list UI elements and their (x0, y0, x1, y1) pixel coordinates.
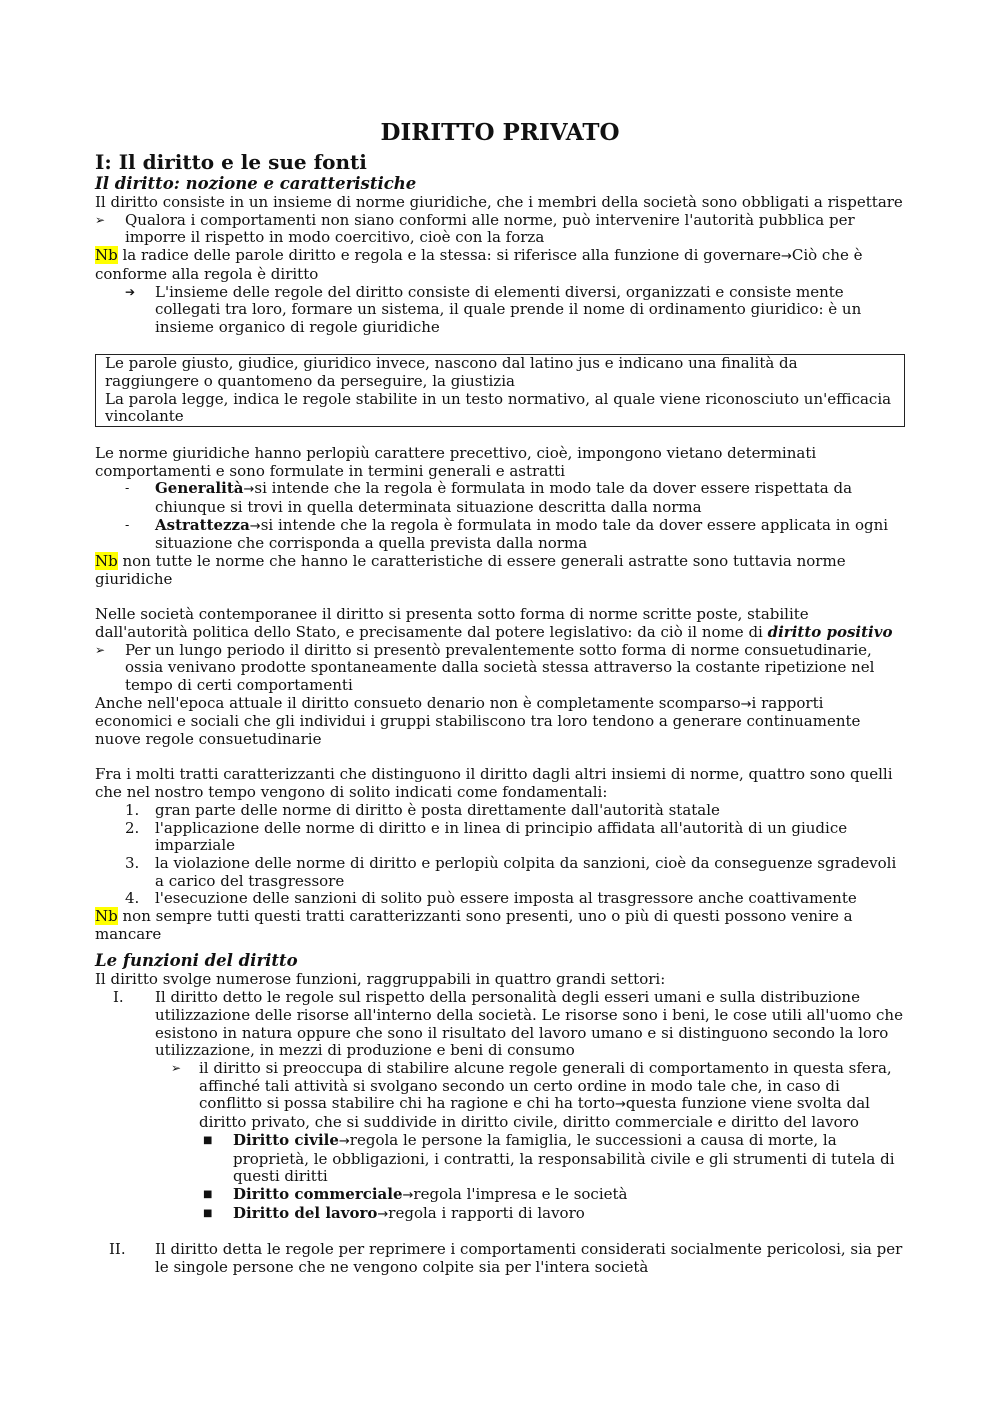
square-bullet-item: ■ Diritto civile→regola le persone la famiglia, le successioni a causa di morte, la proprietà, le obbligazioni, i contratti, la responsabilità civile e gli strumenti di tutela di questi diritti (203, 1130, 895, 1186)
arrow-icon: → (402, 1187, 414, 1203)
square-bullet-icon: ■ (203, 1207, 213, 1219)
arrow-icon: → (243, 482, 255, 498)
item-number: 1. (125, 800, 140, 819)
item-number: 2. (125, 818, 140, 837)
bullet-item (95, 212, 905, 247)
bordered-note-box (95, 354, 905, 427)
arrow-icon: → (780, 249, 792, 265)
roman-item (95, 989, 905, 1060)
arrow-icon: → (338, 1133, 350, 1149)
subsection-heading: Le funzioni del diritto (95, 951, 298, 971)
square-bullet-item: ■ Diritto del lavoro→regola i rapporti di lavoro (203, 1203, 585, 1222)
nb-highlight: Nb (95, 552, 118, 571)
item-number: 3. (125, 853, 140, 872)
bullet-item: ➢ il diritto si preoccupa di stabilire alcune regole generali di comportamento in questa sfera, affinché tali attività si svolgano secondo un certo ordine in modo tale che, in caso di conflitto si possa stabilire chi ha ragione e chi ha torto→questa funzione viene svolta dal diritto privato, che si suddivide in diritto civile, diritto commerciale e diritto del lavoro (171, 1058, 892, 1132)
nb-highlight: Nb (95, 246, 118, 265)
nb-note: Nb non sempre tutti questi tratti caratterizzanti sono presenti, uno o più di questi possono venire a mancare (95, 907, 853, 943)
nb-note: Nb non tutte le norme che hanno le caratteristiche di essere generali astratte sono tuttavia norme giuridiche (95, 552, 846, 588)
arrow-icon: → (377, 1206, 389, 1222)
paragraph: Anche nell'epoca attuale il diritto consueto denario non è completamente scomparso→i rapporti economici e sociali che gli individui i gruppi stabiliscono tra loro tendono a generare continuamente nuove regole consuetudinarie (95, 693, 861, 749)
numbered-item (95, 820, 905, 855)
item-number: II. (109, 1240, 126, 1258)
arrowhead-bullet-icon: ➢ (95, 212, 106, 227)
square-bullet-icon: ■ (203, 1134, 213, 1146)
document-title: DIRITTO PRIVATO (380, 119, 620, 146)
item-number: 4. (125, 889, 140, 908)
bold-arrow-bullet-icon: ➔ (125, 284, 136, 299)
section-heading: I: Il diritto e le sue fonti (95, 150, 367, 174)
subsection-heading: Il diritto: nozione e caratteristiche (95, 174, 417, 193)
term: Generalità (155, 479, 244, 498)
item-text: l'applicazione delle norme di diritto e in linea di principio affidata all'autorità di un giudice imparziale (155, 818, 848, 855)
emphasis: diritto positivo (767, 622, 893, 641)
numbered-item (95, 890, 905, 908)
paragraph: Le norme giuridiche hanno perlopiù carattere precettivo, cioè, impongono vietano determinati comportamenti e sono formulate in termini generali e astratti (95, 443, 817, 480)
bullet-item (95, 642, 905, 695)
dash-item: - Generalità→si intende che la regola è formulata in modo tale da dover essere rispettata da chiunque si trovi in quella determinata situazione descritta dalla norma (125, 479, 853, 516)
arrow-icon: → (615, 1097, 626, 1113)
bullet-text: Qualora i comportamenti non siano conformi alle norme, può intervenire l'autorità pubblica per imporre il rispetto in modo coercitivo, cioè con la forza (125, 210, 855, 247)
roman-item (95, 1241, 905, 1276)
item-text: la violazione delle norme di diritto e perlopiù colpita da sanzioni, cioè da conseguenze sgradevoli a carico del trasgressore (155, 853, 897, 890)
paragraph: Nelle società contemporanee il diritto si presenta sotto forma di norme scritte poste, stabilite dall'autorità politica dello Stato, e precisamente dal potere legislativo: da ciò il nome di diritto positivo (95, 605, 893, 641)
paragraph: Il diritto svolge numerose funzioni, raggruppabili in quattro grandi settori: (95, 970, 666, 989)
document-page (95, 118, 905, 1276)
term: Astrattezza (155, 515, 250, 534)
dash-bullet-icon: - (125, 517, 130, 532)
arrow-icon: → (249, 518, 261, 534)
paragraph: Il diritto consiste in un insieme di norme giuridiche, che i membri della società sono obbligati a rispettare (95, 193, 903, 211)
term: Diritto del lavoro (233, 1203, 378, 1222)
nb-highlight: Nb (95, 907, 118, 926)
item-number: I. (113, 988, 124, 1007)
item-text: Il diritto detto le regole sul rispetto della personalità degli esseri umani e sulla distribuzione utilizzazione delle risorse all'interno della società. Le risorse sono i beni, le cose utili all'uomo che esistono in natura oppure che sono il risultato del lavoro umano e si distinguono secondo la loro utilizzazione, in mezzi di produzione e beni di consumo (155, 988, 903, 1060)
arrowhead-bullet-icon: ➢ (95, 642, 106, 657)
item-text: Il diritto detta le regole per reprimere i comportamenti considerati socialmente pericolosi, sia per le singole persone che ne vengono colpite sia per l'intera società (155, 1240, 903, 1276)
item-text: l'esecuzione delle sanzioni di solito può essere imposta al trasgressore anche coattivamente (155, 889, 857, 908)
item-text: gran parte delle norme di diritto è posta direttamente dall'autorità statale (155, 800, 720, 819)
square-bullet-item: ■ Diritto commerciale→regola l'impresa e le società (203, 1184, 628, 1203)
numbered-item (95, 802, 905, 820)
dash-bullet-icon: - (125, 481, 130, 496)
box-paragraph: La parola legge, indica le regole stabilite in un testo normativo, al quale viene riconosciuto un'efficacia vincolante (105, 389, 892, 426)
nb-note: Nb la radice delle parole diritto e regola e la stessa: si riferisce alla funzione di governare→Ciò che è conforme alla regola è diritto (95, 246, 863, 283)
bullet-text: Per un lungo periodo il diritto si presentò prevalentemente sotto forma di norme consuetudinarie, ossia venivano prodotte spontaneamente dalla società stessa attraverso la costante ripetizione nel tempo di certi comportamenti (125, 640, 875, 694)
box-paragraph: Le parole giusto, giudice, giuridico invece, nascono dal latino jus e indicano una finalità da raggiungere o quantomeno da perseguire, la giustizia (105, 354, 798, 391)
arrow-icon: → (740, 696, 752, 712)
dash-item: - Astrattezza→si intende che la regola è formulata in modo tale da dover essere applicata in ogni situazione che corrisponda a quella prevista dalla norma (125, 515, 889, 553)
bullet-item (95, 284, 905, 337)
square-bullet-icon: ■ (203, 1188, 213, 1200)
term: Diritto commerciale (233, 1184, 403, 1203)
arrowhead-bullet-icon: ➢ (171, 1060, 182, 1075)
bullet-text: L'insieme delle regole del diritto consiste di elementi diversi, organizzati e consiste mente collegati tra loro, formare un sistema, il quale prende il nome di ordinamento giuridico: è un insieme organico di regole giuridiche (155, 282, 862, 336)
term: Diritto civile (233, 1130, 339, 1149)
paragraph: Fra i molti tratti caratterizzanti che distinguono il diritto dagli altri insiemi di norme, quattro sono quelli che nel nostro tempo vengono di solito indicati come fondamentali: (95, 765, 893, 802)
numbered-item (95, 855, 905, 890)
